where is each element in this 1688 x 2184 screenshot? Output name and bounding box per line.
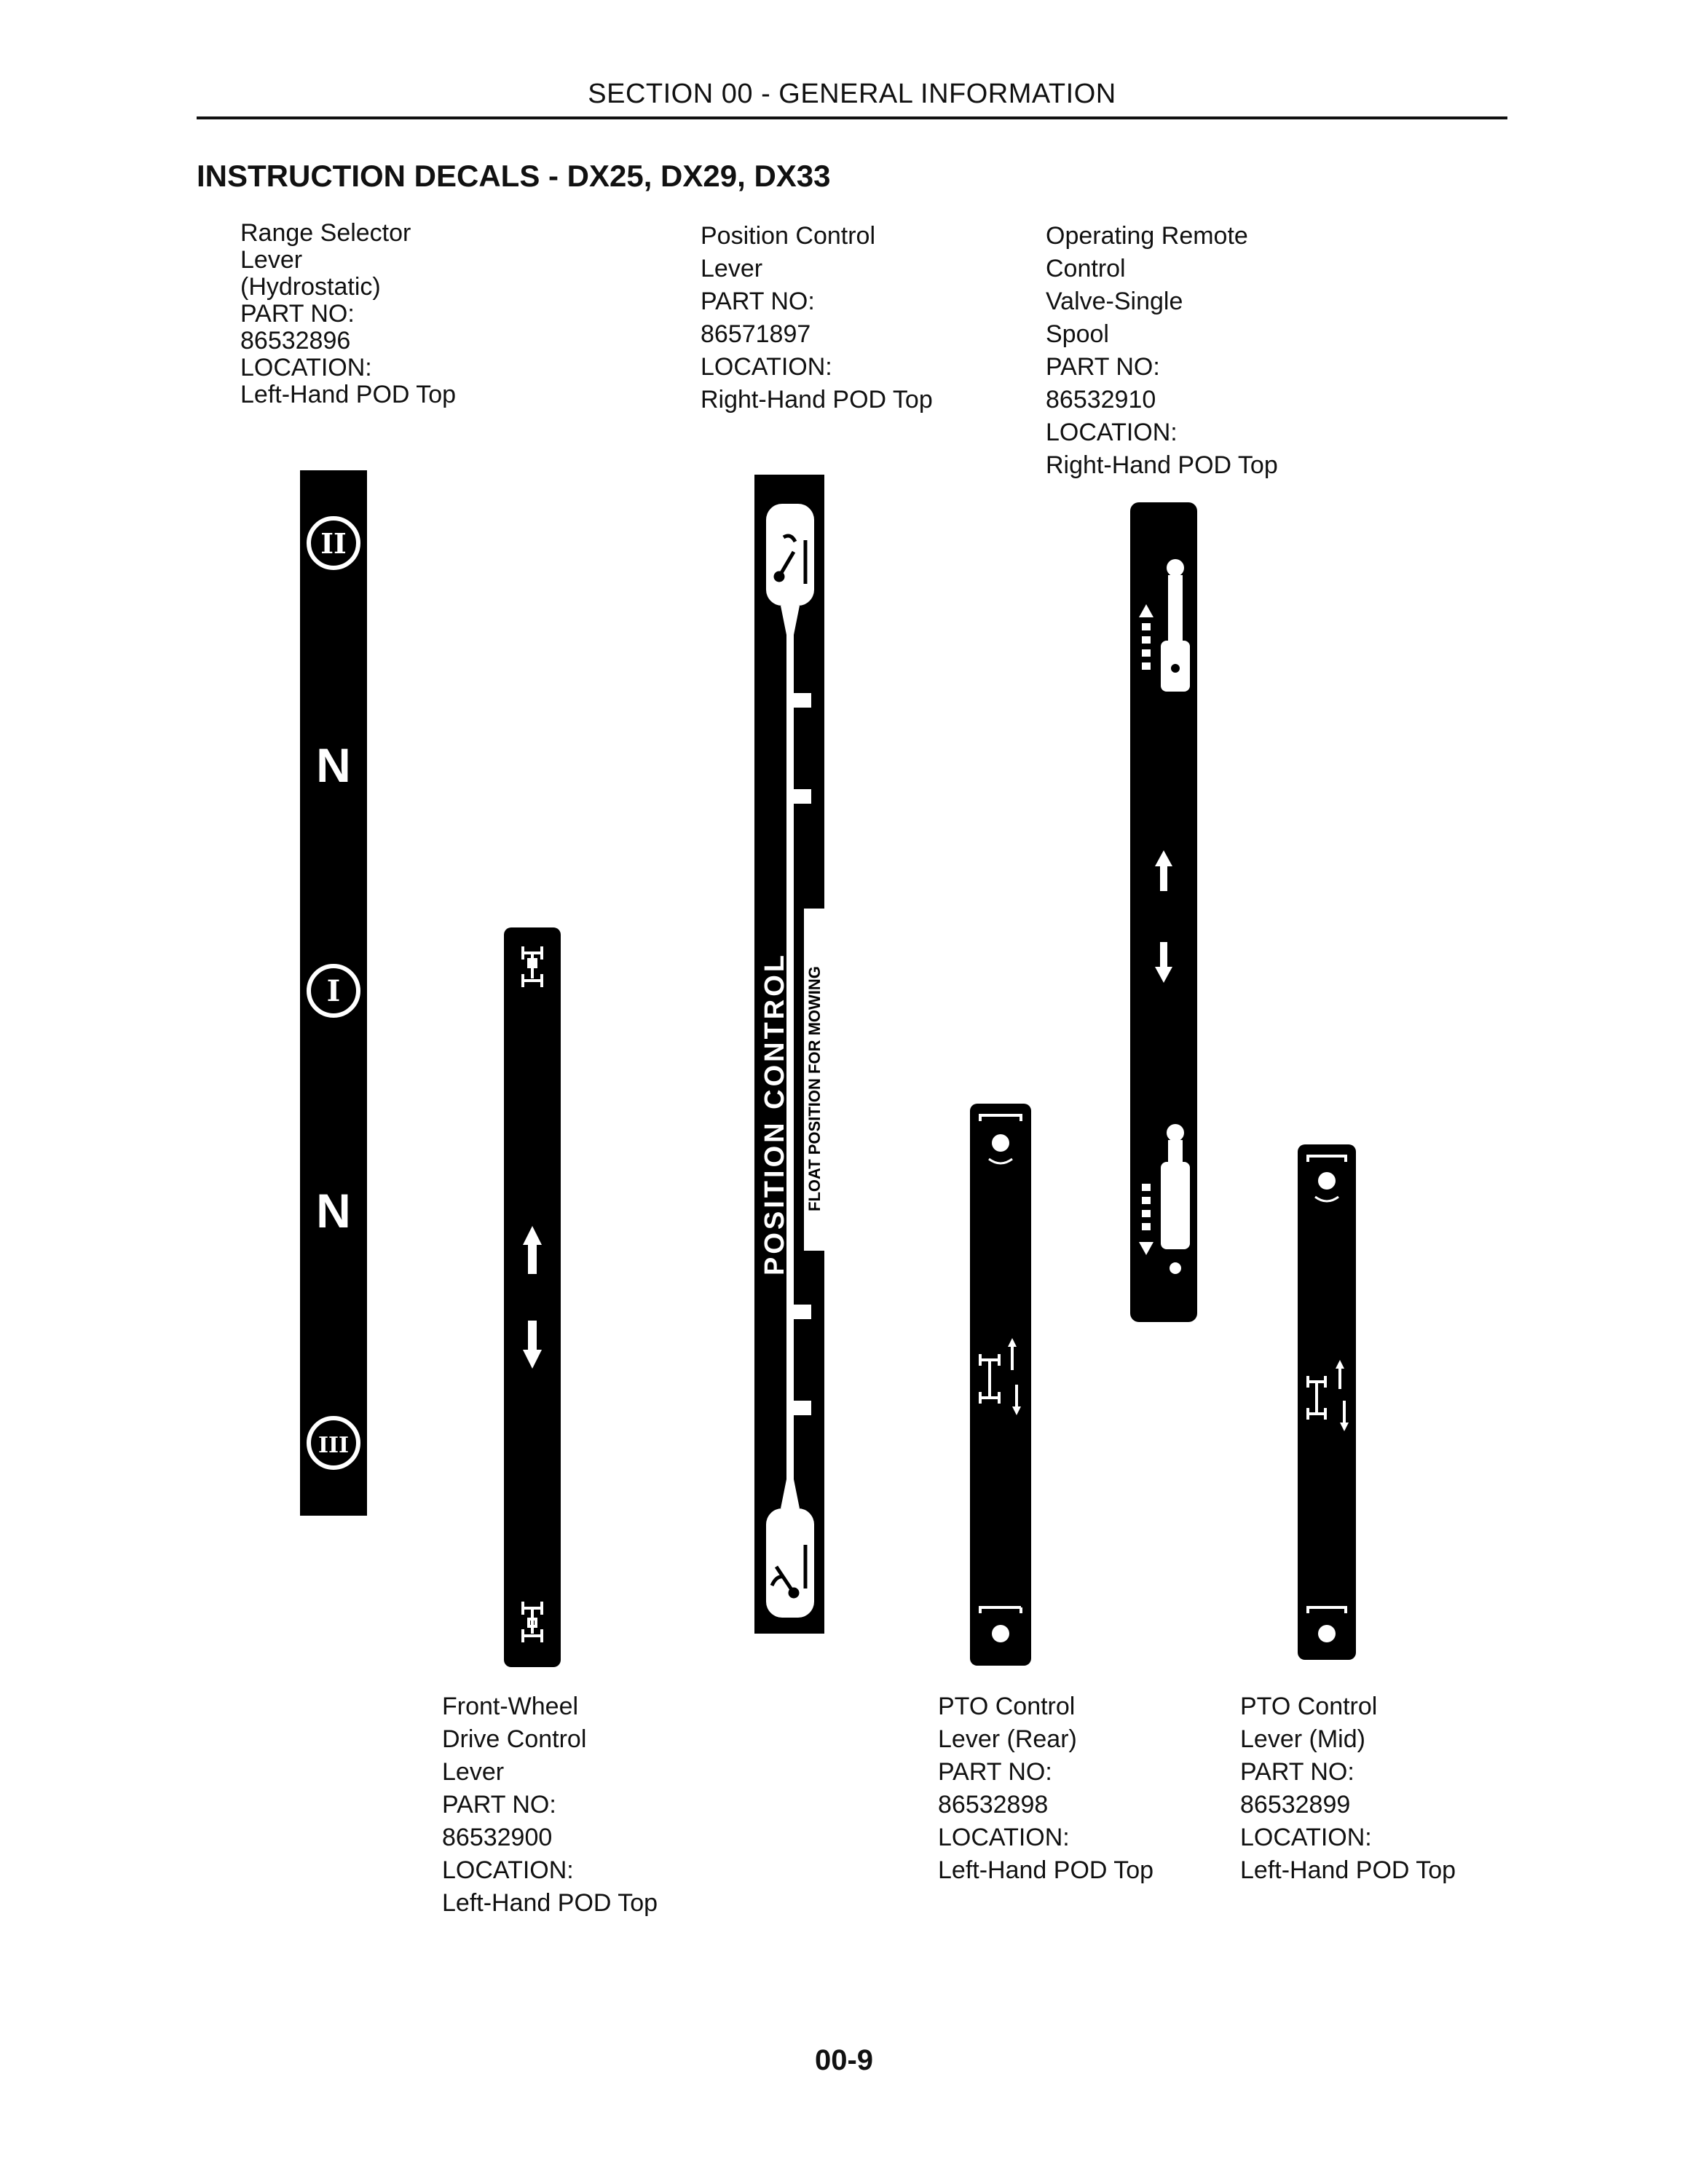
page-title: INSTRUCTION DECALS - DX25, DX29, DX33 [197, 159, 831, 193]
remote-control-label: Operating Remote Control Valve-Single Spool PART NO: 86532910 LOCATION: Right-Hand POD Top [1046, 222, 1278, 479]
front-wheel-label: Front-Wheel Drive Control Lever PART NO: 86532900 LOCATION: Left-Hand POD Top [442, 1693, 658, 1917]
pto-rear-decal [970, 1104, 1031, 1666]
float-position-text: FLOAT POSITION FOR MOWING [805, 966, 824, 1211]
page-number: 00-9 [814, 2044, 874, 2076]
range-mark-1: I [326, 974, 341, 1008]
neutral-mark: N [316, 738, 351, 792]
range-selector-label: Range Selector Lever (Hydrostatic) PART NO: 86532896 LOCATION: Left-Hand POD Top [240, 219, 457, 408]
pto-rear-label: PTO Control Lever (Rear) PART NO: 86532898 LOCATION: Left-Hand POD Top [938, 1693, 1154, 1884]
range-mark-2: II [320, 527, 347, 560]
pto-mid-label: PTO Control Lever (Mid) PART NO: 86532899 LOCATION: Left-Hand POD Top [1240, 1693, 1456, 1884]
range-selector-decal [300, 470, 367, 1516]
header-divider [197, 116, 1507, 119]
position-control-label: Position Control Lever PART NO: 86571897 LOCATION: Right-Hand POD Top [701, 222, 933, 414]
position-control-decal [754, 475, 824, 1634]
position-control-text: POSITION CONTROL [760, 952, 790, 1275]
pto-mid-decal [1298, 1144, 1356, 1660]
remote-control-decal [1130, 502, 1197, 1322]
front-wheel-drive-decal [504, 927, 561, 1667]
section-header: SECTION 00 - GENERAL INFORMATION [588, 79, 1116, 109]
neutral-mark: N [316, 1184, 351, 1238]
range-mark-3: III [318, 1433, 350, 1458]
